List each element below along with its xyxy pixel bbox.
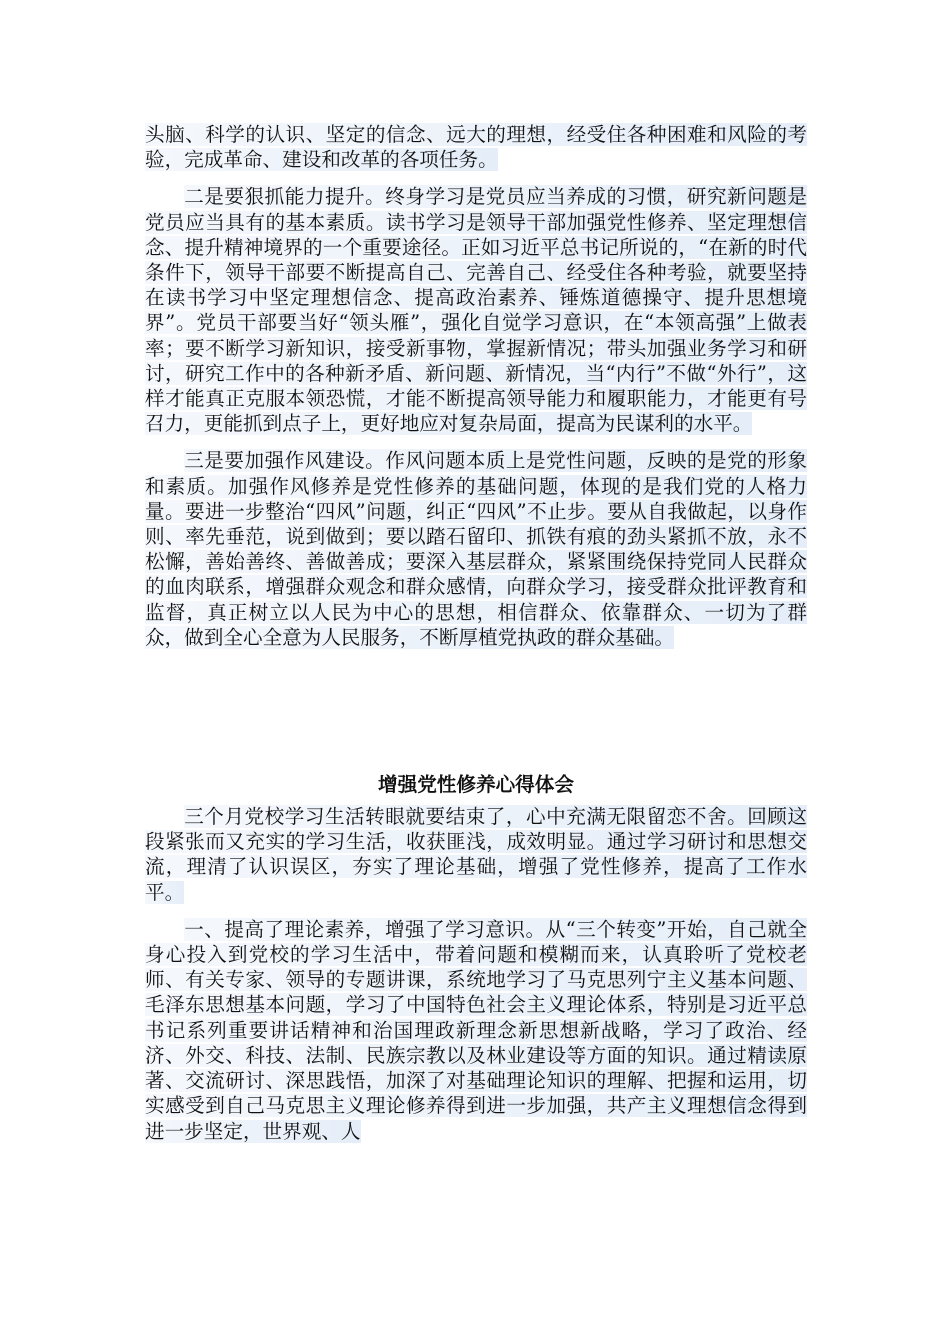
section-title: 增强党性修养心得体会 [378,773,574,797]
paragraph-text: 头脑、科学的认识、坚定的信念、远大的理想，经受住各种困难和风险的考验，完成革命、建设和改革的各项任务。 [145,123,807,172]
paragraph-intro [145,804,807,905]
paragraph-text: 二是要狠抓能力提升。终身学习是党员应当养成的习惯，研究新问题是党员应当具有的基本素质。读书学习是领导干部加强党性修养、坚定理想信念、提升精神境界的一个重要途径。正如习近平总书记所说的，“在新的时代条件下，领导干部要不断提高自己、完善自己、经受住各种考验，就要坚持在读书学习中坚定理想信念、提高政治素养、锤炼道德操守、提升思想境界”。党员干部要当好“领头雁”，强化自觉学习意识，在“本领高强”上做表率；要不断学习新知识，接受新事物，掌握新情况；带头加强业务学习和研讨，研究工作中的各种新矛盾、新问题、新情况，当“内行”不做“外行”，这样才能真正克服本领恐慌，才能不断提高领导能力和履职能力，才能更有号召力，更能抓到点子上，更好地应对复杂局面，提高为民谋利的水平。 [145,185,807,436]
paragraph-style [145,448,807,650]
paragraph-continued [145,122,807,172]
paragraph-theory [145,917,807,1144]
paragraph-text: 三个月党校学习生活转眼就要结束了，心中充满无限留恋不舍。回顾这段紧张而又充实的学习生活，收获匪浅，成效明显。通过学习研讨和思想交流，理清了认识误区，夯实了理论基础，增强了党性修养，提高了工作水平。 [145,805,807,904]
paragraph-text: 三是要加强作风建设。作风问题本质上是党性问题，反映的是党的形象和素质。加强作风修养是党性修养的基础问题，体现的是我们党的人格力量。要进一步整治“四风”问题，纠正“四风”不止步。要从自我做起，以身作则、率先垂范，说到做到；要以踏石留印、抓铁有痕的劲头紧抓不放，永不松懈，善始善终、善做善成；要深入基层群众，紧紧围绕保持党同人民群众的血肉联系，增强群众观念和群众感情，向群众学习，接受群众批评教育和监督，真正树立以人民为中心的思想，相信群众、依靠群众、一切为了群众，做到全心全意为人民服务，不断厚植党执政的群众基础。 [145,449,807,649]
paragraph-ability [145,184,807,436]
section-gap [145,662,807,772]
document-page [145,122,807,1156]
paragraph-text: 一、提高了理论素养，增强了学习意识。从“三个转变”开始，自己就全身心投入到党校的学习生活中，带着问题和模糊而来，认真聆听了党校老师、有关专家、领导的专题讲课，系统地学习了马克思列宁主义基本问题、毛泽东思想基本问题，学习了中国特色社会主义理论体系，特别是习近平总书记系列重要讲话精神和治国理政新理念新思想新战略，学习了政治、经济、外交、科技、法制、民族宗教以及林业建设等方面的知识。通过精读原著、交流研讨、深思践悟，加深了对基础理论知识的理解、把握和运用，切实感受到自己马克思主义理论修养得到进一步加强，共产主义理想信念得到进一步坚定，世界观、人 [145,917,807,1143]
